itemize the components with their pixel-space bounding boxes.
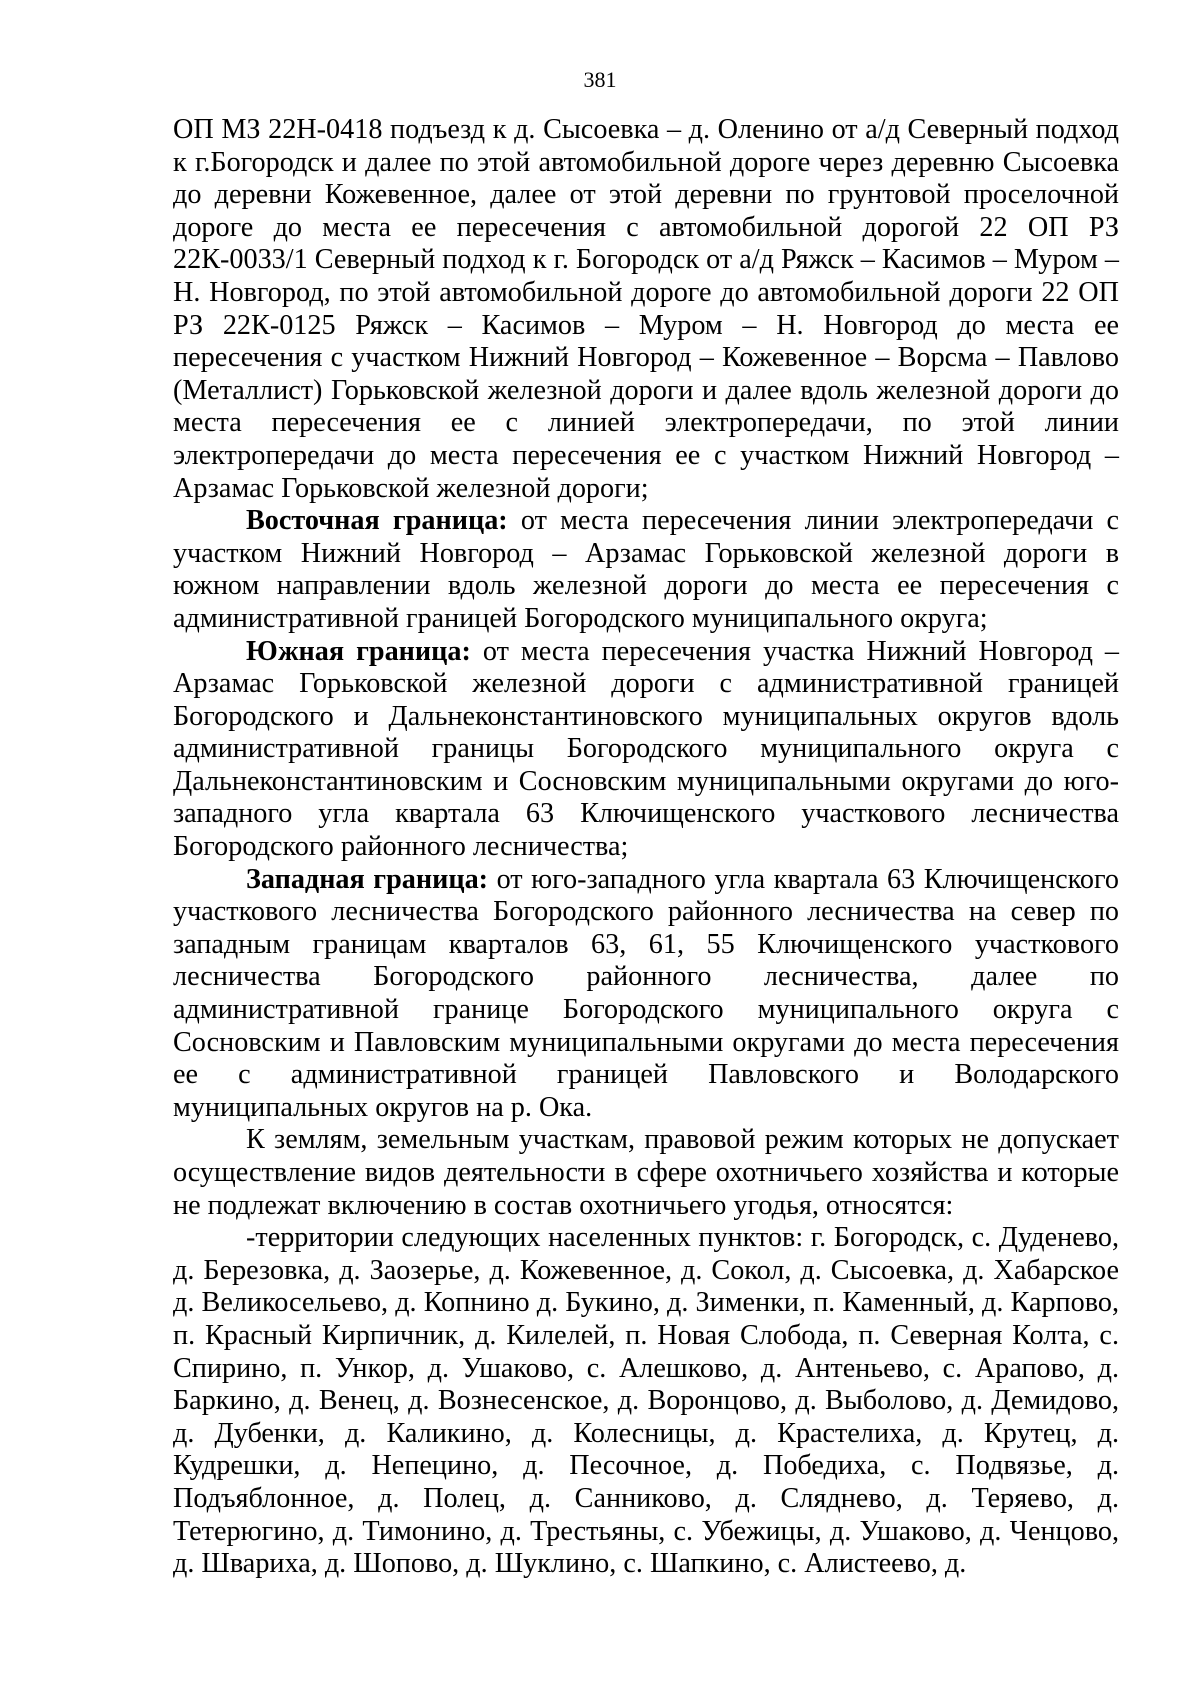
paragraph-west-border [173, 864, 1119, 1125]
paragraph-south-border [173, 636, 1119, 864]
south-border-text: от места пересечения участка Нижний Новгород – Арзамас Горьковской железной дороги с административной границей Богородского и Дальнеконстантиновского муниципальных округов вдоль административной границы Богородского муниципального округа с Дальнеконстантиновским и Сосновским муниципальными округами до юго-западного угла квартала 63 Ключищенского участкового лесничества Богородского районного лесничества; [173, 635, 1119, 863]
east-border-heading: Восточная граница: [246, 505, 508, 537]
west-border-heading: Западная граница: [246, 863, 489, 895]
east-border-text: от места пересечения линии электропередачи с участком Нижний Новгород – Арзамас Горьковской железной дороги в южном направлении вдоль железной дороги до места ее пересечения с административной границей Богородского муниципального округа; [173, 505, 1120, 634]
paragraph-east-border [173, 505, 1119, 635]
south-border-heading: Южная граница: [246, 635, 471, 667]
paragraph-settlements-list: -территории следующих населенных пунктов: г. Богородск, с. Дуденево, д. Березовка, д. Заозерье, д. Кожевенное, д. Сокол, д. Сысоевка, д. Хабарское д. Великосельево, д. Копнино д. Букино, д. Зименки, п. Каменный, д. Карпово, п. Красный Кирпичник, д. Килелей, п. Новая Слобода, п. Северная Колта, с. Спирино, п. Ункор, д. Ушаково, с. Алешково, д. Антеньево, с. Арапово, д. Баркино, д. Венец, д. Вознесенское, д. Воронцово, д. Выболово, д. Демидово, д. Дубенки, д. Каликино, д. Колесницы, д. Крастелиха, д. Крутец, д. Кудрешки, д. Непецино, д. Песочное, д. Победиха, с. Подвязье, д. Подъяблонное, д. Полец, д. Санниково, д. Слядневo, д. Теряево, д. Тетерюгино, д. Тимонино, д. Трестьяны, с. Убежицы, д. Ушаково, д. Ченцово, д. Швариха, д. Шопово, д. Шуклино, с. Шапкино, с. Алистеево, д. [173, 1222, 1119, 1580]
page-number: 381 [583, 67, 617, 92]
west-border-text: от юго-западного угла квартала 63 Ключищенского участкового лесничества Богородского районного лесничества на север по западным границам кварталов 63, 61, 55 Ключищенского участкового лесничества Богородского районного лесничества, далее по административной границе Богородского муниципального округа с Сосновским и Павловским муниципальными округами до места пересечения ее с административной границей Павловского и Володарского муниципальных округов на р. Ока. [173, 863, 1119, 1123]
paragraph-excluded-lands: К землям, земельным участкам, правовой режим которых не допускает осуществление видов деятельности в сфере охотничьего хозяйства и которые не подлежат включению в состав охотничьего угодья, относятся: [173, 1124, 1119, 1221]
paragraph-north-border-continuation: ОП МЗ 22Н-0418 подъезд к д. Сысоевка – д. Оленино от а/д Северный подход к г.Богородск и далее по этой автомобильной дороге через деревню Сысоевка до деревни Кожевенное, далее от этой деревни по грунтовой проселочной дороге до места ее пересечения с автомобильной дорогой 22 ОП РЗ 22К-0033/1 Северный подход к г. Богородск от а/д Ряжск – Касимов – Муром – Н. Новгород, по этой автомобильной дороге до автомобильной дороги 22 ОП РЗ 22К-0125 Ряжск – Касимов – Муром – Н. Новгород до места ее пересечения с участком Нижний Новгород – Кожевенное – Ворсма – Павлово (Металлист) Горьковской железной дороги и далее вдоль железной дороги до места пересечения ее с линией электропередачи, по этой линии электропередачи до места пересечения ее с участком Нижний Новгород – Арзамас Горьковской железной дороги; [173, 114, 1119, 504]
document-body [173, 114, 1119, 1581]
